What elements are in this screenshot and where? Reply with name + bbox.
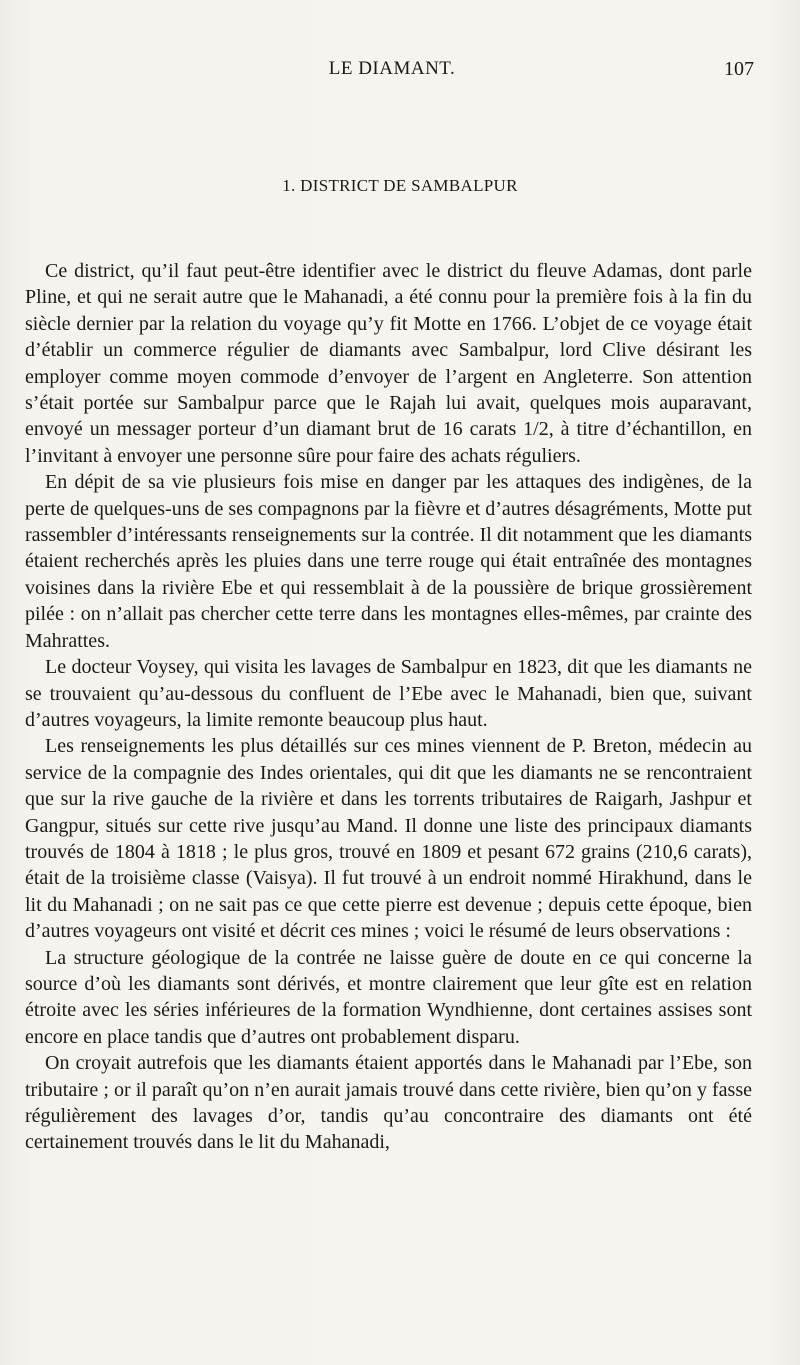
paragraph: Ce district, qu’il faut peut-être identifier avec le district du fleuve Adamas, dont parle Pline, et qui ne serait autre que le Mahanadi, a été connu pour la première fois à la fin du siècle dernier par la relation du voyage qu’y fit Motte en 1766. L’objet de ce voyage était d’établir un commerce régulier de diamants avec Sambalpur, lord Clive désirant les employer comme moyen commode d’envoyer de l’argent en Angleterre. Son attention s’était portée sur Sambalpur parce que le Rajah lui avait, quelques mois auparavant, envoyé un messager porteur d’un diamant brut de 16 carats 1/2, à titre d’échantillon, en l’invitant à envoyer une personne sûre pour faire des achats réguliers. <box>25 260 752 467</box>
body-text <box>25 258 752 1156</box>
running-title: LE DIAMANT. <box>328 58 456 79</box>
paragraph: Le docteur Voysey, qui visita les lavages de Sambalpur en 1823, dit que les diamants ne se trouvaient qu’au-dessous du confluent de l’Ebe avec le Mahanadi, bien que, suivant d’autres voyageurs, la limite remonte beaucoup plus haut. <box>25 656 752 731</box>
paragraph: Les renseignements les plus détaillés sur ces mines viennent de P. Breton, médecin au service de la compagnie des Indes orientales, qui dit que les diamants ne se rencontraient que sur la rive gauche de la rivière et dans les torrents tributaires de Raigarh, Jashpur et Gangpur, situés sur cette rive jusqu’au Mand. Il donne une liste des principaux diamants trouvés de 1804 à 1818 ; le plus gros, trouvé en 1809 et pesant 672 grains (210,6 carats), était de la troisième classe (Vaisya). Il fut trouvé à un endroit nommé Hirakhund, dans le lit du Mahanadi ; on ne sait pas ce que cette pierre est devenue ; depuis cette époque, bien d’autres voyageurs ont visité et décrit ces mines ; voici le résumé de leurs observations : <box>25 735 752 943</box>
running-header <box>30 58 754 86</box>
paragraph: On croyait autrefois que les diamants étaient apportés dans le Mahanadi par l’Ebe, son tributaire ; or il paraît qu’on n’en aurait jamais trouvé dans cette rivière, bien qu’on y fasse régulièrement des lavages d’or, tandis qu’au concontraire des diamants ont été certainement trouvés dans le lit du Mahanadi, <box>25 1052 752 1154</box>
paragraph: La structure géologique de la contrée ne laisse guère de doute en ce qui concerne la source d’où les diamants sont dérivés, et montre clairement que leur gîte est en relation étroite avec les séries inférieures de la formation Wyndhienne, dont certaines assises sont encore en place tandis que d’autres ont probablement disparu. <box>25 946 752 1048</box>
paragraph: En dépit de sa vie plusieurs fois mise en danger par les attaques des indigènes, de la perte de quelques-uns de ses compagnons par la fièvre et d’autres désagréments, Motte put rassembler d’intéressants renseignements sur la contrée. Il dit notamment que les diamants étaient recherchés après les pluies dans une terre rouge qui était entraînée des montagnes voisines dans la rivière Ebe et qui ressemblait à de la poussière de brique grossièrement pilée : on n’allait pas chercher cette terre dans les montagnes elles-mêmes, par crainte des Mahrattes. <box>25 471 752 652</box>
section-title: 1. DISTRICT DE SAMBALPUR <box>282 176 518 195</box>
page-number: 107 <box>724 58 754 80</box>
